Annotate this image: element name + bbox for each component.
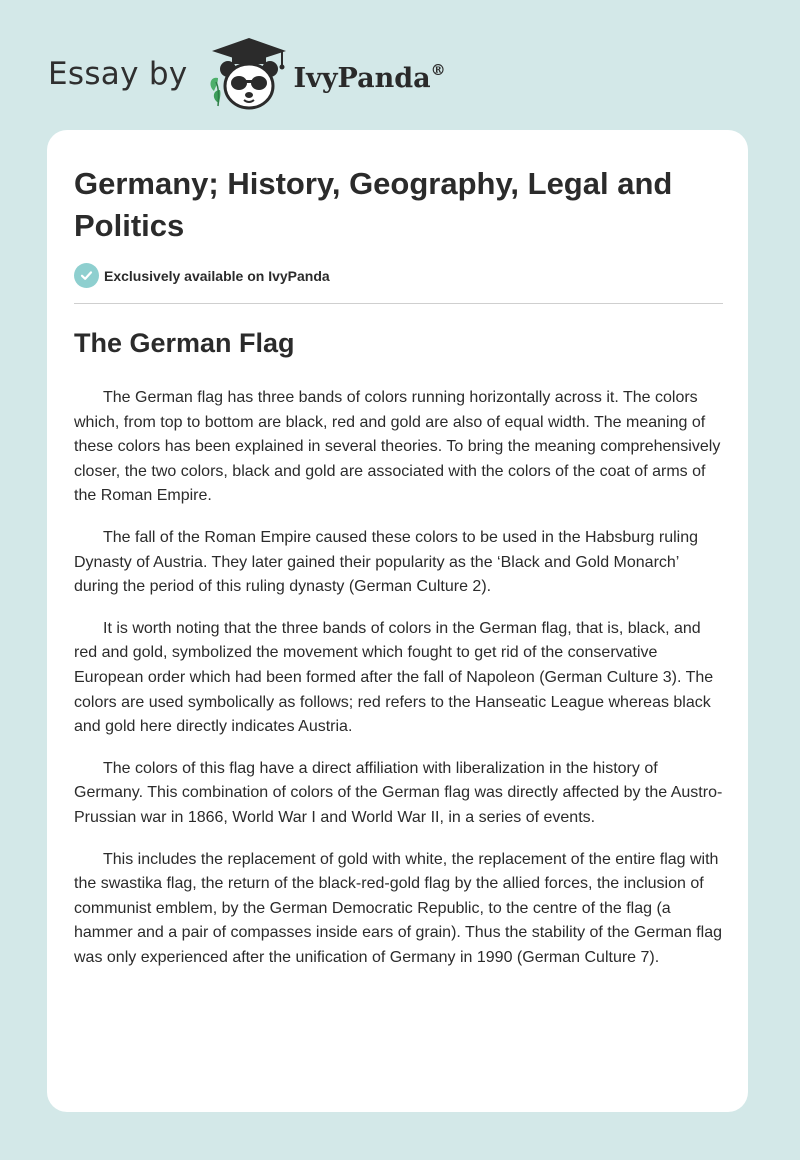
registered-mark: ® (430, 60, 446, 79)
paragraph: This includes the replacement of gold with white, the replacement of the entire flag with the swastika flag, the return of the black-red-gold flag by the allied forces, the inclusion of communist emblem, by the German Democratic Republic, to the centre of the flag (a hammer and a pair of compasses inside ears of grain). Thus the stability of the German flag was only experienced after the unification of Germany in 1990 (German Culture 7). (74, 850, 723, 966)
essay-title: Germany; History, Geography, Legal and Politics (74, 166, 673, 243)
exclusive-badge-label: Exclusively available on IvyPanda (104, 267, 330, 284)
exclusive-badge (74, 263, 330, 288)
site-header (48, 34, 446, 114)
paragraph: The German flag has three bands of colors running horizontally across it. The colors which, from top to bottom are black, red and gold are also of equal width. The meaning of these colors has been explained in several theories. To bring the meaning comprehensively closer, the two colors, black and gold are associated with the colors of the coat of arms of the Roman Empire. (74, 389, 721, 505)
paragraph: The colors of this flag have a direct affiliation with liberalization in the history of Germany. This combination of colors of the German flag was directly affected by the Austro-Prussian war in 1866, World War I and World War II, in a series of events. (74, 759, 723, 826)
title-divider (74, 303, 723, 304)
essay-body (74, 386, 725, 987)
check-icon (74, 263, 99, 288)
essay-card (47, 130, 748, 1112)
essay-by-label: Essay by (48, 56, 188, 92)
paragraph: The fall of the Roman Empire caused these colors to be used in the Habsburg ruling Dynasty of Austria. They later gained their popularity as the ‘Black and Gold Monarch’ during the period of this ruling dynasty (German Culture 2). (74, 528, 698, 596)
brand-name-text[interactable]: IvyPanda (293, 62, 431, 94)
brand-name[interactable] (293, 60, 446, 94)
panda-graduate-logo-icon[interactable] (202, 36, 292, 112)
paragraph: It is worth noting that the three bands of colors in the German flag, that is, black, and red and gold, symbolized the movement which fought to get rid of the conservative European order which had been formed after the fall of Napoleon (German Culture 3). The colors are used symbolically as follows; red refers to the Hanseatic League whereas black and gold here directly indicates Austria. (74, 619, 714, 736)
section-heading: The German Flag (74, 328, 295, 358)
